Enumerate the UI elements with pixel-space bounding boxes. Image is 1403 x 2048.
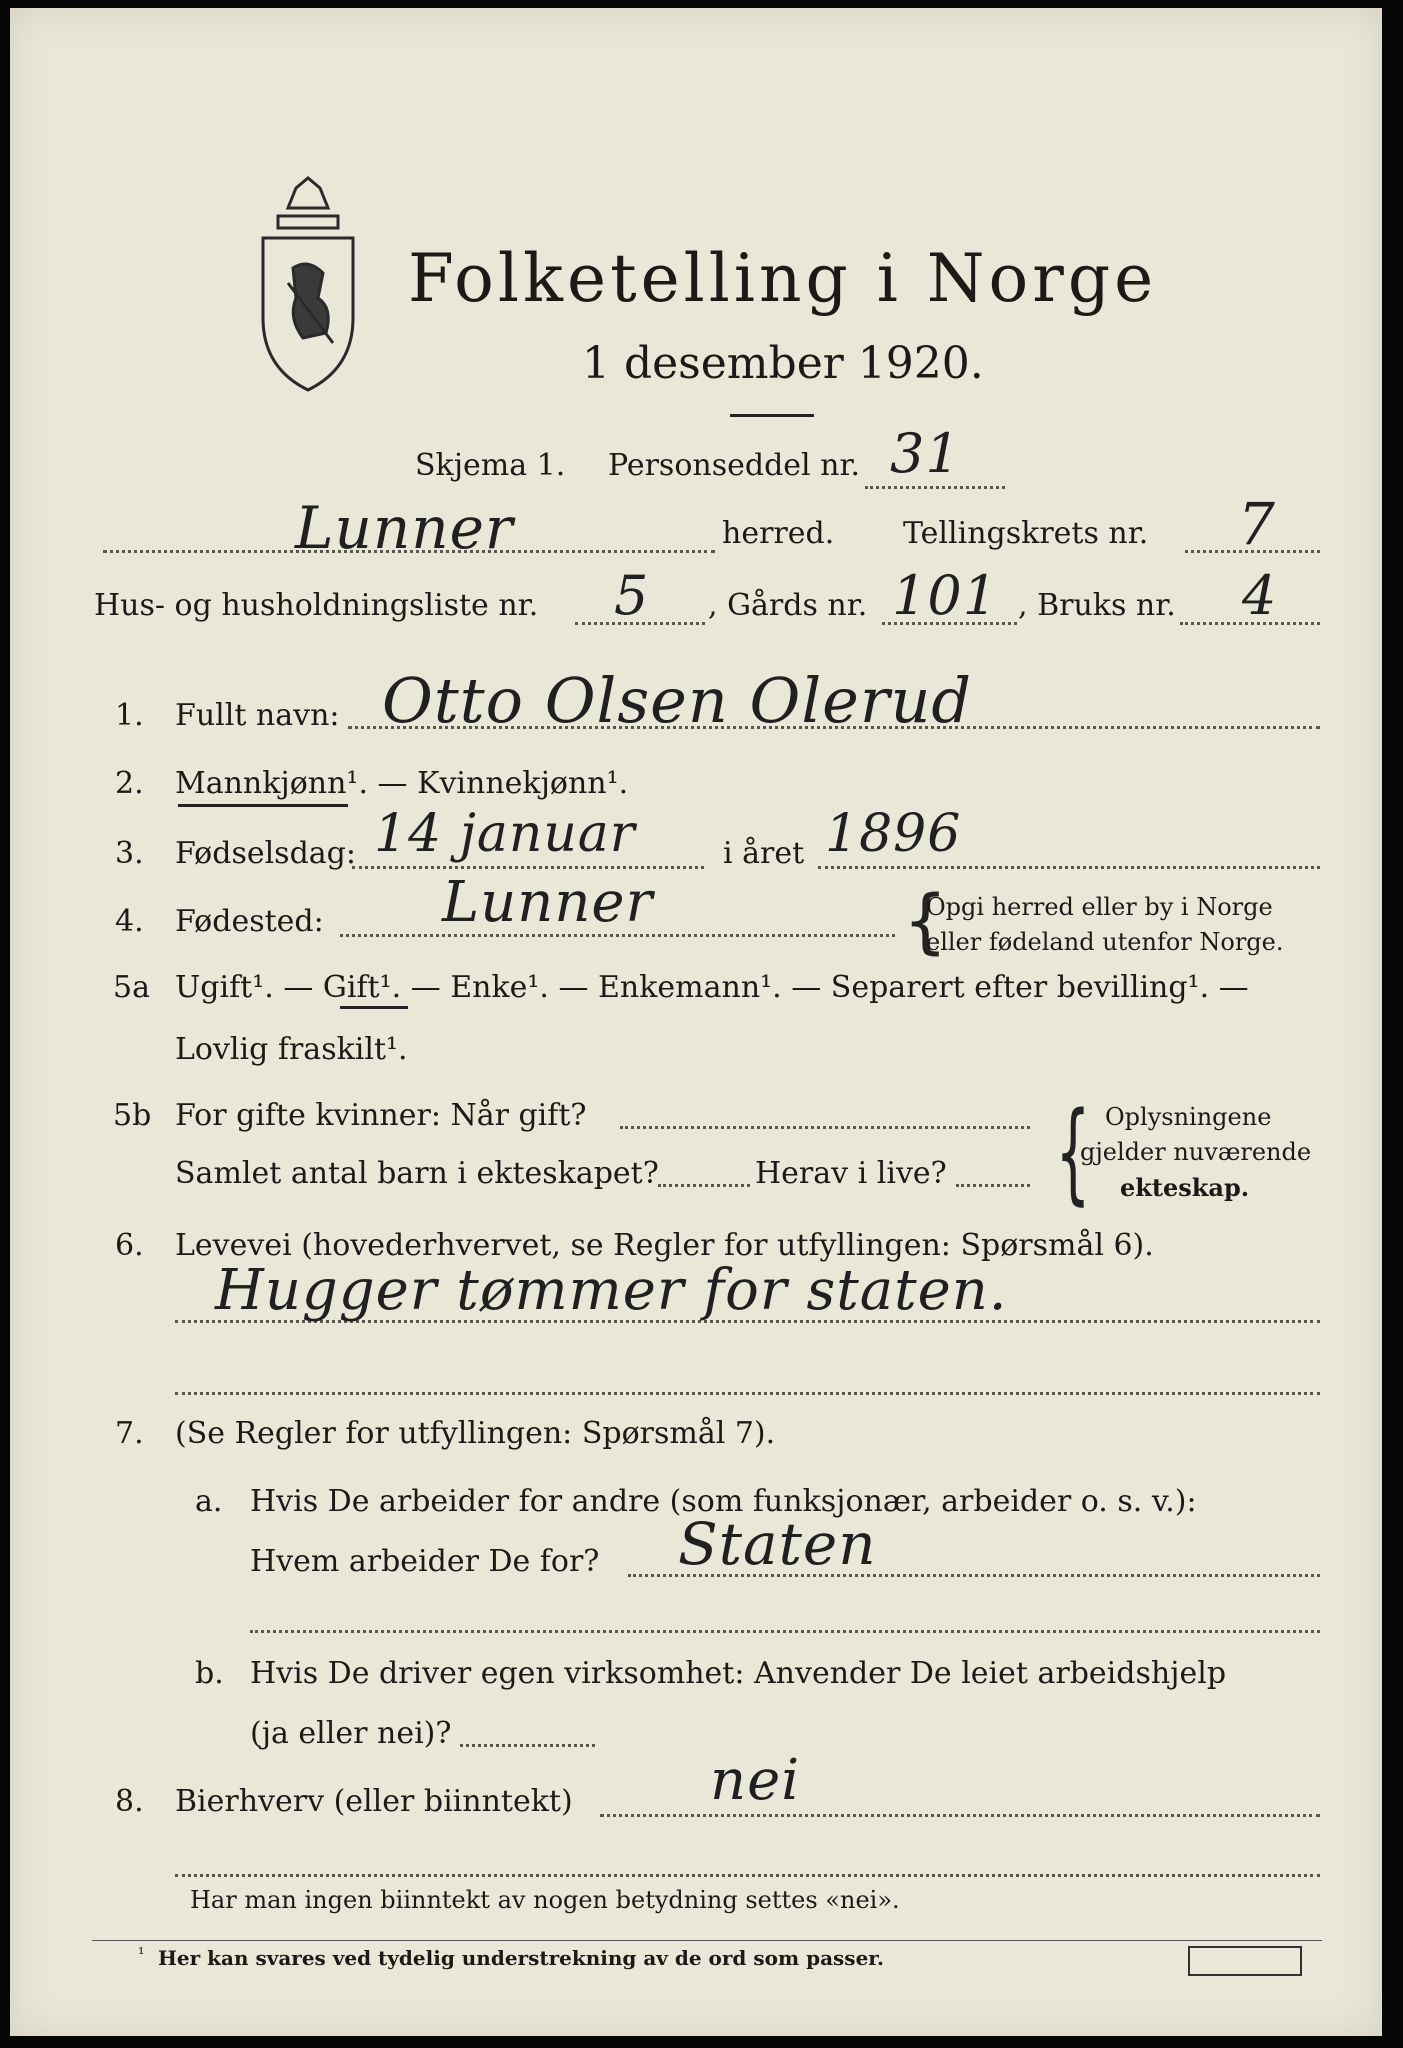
q2-number: 2.: [115, 766, 144, 801]
q8-number: 8.: [115, 1784, 144, 1819]
birthplace-note-2: eller fødeland utenfor Norge.: [926, 928, 1284, 956]
q7b-number: b.: [195, 1656, 224, 1691]
year-label: i året: [723, 836, 805, 871]
marital-options-2: Lovlig fraskilt¹.: [175, 1032, 408, 1067]
q7-number: 7.: [115, 1416, 144, 1451]
q4-label: Fødested:: [175, 904, 324, 939]
bruks-label: , Bruks nr.: [1018, 588, 1176, 623]
husliste-value: 5: [614, 564, 650, 627]
side-income-note: Har man ingen biinntekt av nogen betydning settes «nei».: [190, 1886, 900, 1914]
q7a-number: a.: [195, 1484, 223, 1519]
gards-label: , Gårds nr.: [708, 588, 868, 623]
form-title: Folketelling i Norge: [408, 240, 1158, 317]
marital-underline: [340, 1006, 408, 1009]
coat-of-arms-icon: [248, 168, 368, 398]
gender-options: Mannkjønn¹. — Kvinnekjønn¹.: [175, 766, 629, 801]
q7b-line1: Hvis De driver egen virksomhet: Anvender De leiet arbeidshjelp: [250, 1656, 1227, 1691]
employer-value: Staten: [678, 1510, 877, 1578]
census-form: Folketelling i Norge 1 desember 1920. Skjema 1. Personseddel nr. 31 Lunner herred. Tellingskrets nr. 7 Hus- og husholdningsliste nr. 5 , Gårds nr. 101 , Bruks nr. 4 1. Fullt navn: Otto Olsen Olerud 2. Mannkjønn¹. — Kvinnekjønn¹. 3. Fødselsdag: 14 januar i året 1896 4. Fødested: Lunner { Opgi herred eller by i Norge eller fødeland utenfor Norge. 5a Ugift¹. — Gift¹. — Enke¹. — Enkemann¹. — Separert efter bevilling¹. — Lovlig fraskilt¹. 5b For gifte kvinner: Når gift? Samlet antal barn i ekteskapet? Herav i live? { Oplysningene gjelder nuværende ekteskap. 6. Levevei (hovederhvervet, se Regler for utfyllingen: Spørsmål 6). Hugger tømmer for staten. 7. (Se Regler for utfyllingen: Spørsmål 7). a. Hvis De arbeider for andre (som funksjonær, arbeider o. s. v.): Hvem arbeider De for? Staten b. Hvis De driver egen virksomhet: Anvender De leiet arbeidshjelp (ja eller nei)? 8. Bierhverv (eller biinntekt) nei Har man ingen biinntekt av nogen betydning settes «nei». ¹ Her kan svares ved tydelig understrekning av de ord som passer.: [10, 8, 1382, 2036]
husliste-label: Hus- og husholdningsliste nr.: [94, 588, 539, 623]
q8-label: Bierhverv (eller biinntekt): [175, 1784, 573, 1819]
printer-mark: [1188, 1946, 1302, 1976]
schema-label: Skjema 1.: [415, 448, 566, 483]
q5b-children: Samlet antal barn i ekteskapet?: [175, 1156, 659, 1191]
personseddel-value: 31: [890, 422, 961, 485]
q7-label: (Se Regler for utfyllingen: Spørsmål 7).: [175, 1416, 776, 1451]
q1-number: 1.: [115, 698, 144, 733]
q7a-line2: Hvem arbeider De for?: [250, 1544, 600, 1579]
footnote-divider: [92, 1940, 1322, 1941]
q5b-alive: Herav i live?: [755, 1156, 947, 1191]
gards-value: 101: [892, 564, 999, 627]
herred-value: Lunner: [295, 494, 514, 562]
side-income-value: nei: [710, 1748, 801, 1813]
q1-label: Fullt navn:: [175, 698, 340, 733]
q5b-line1: For gifte kvinner: Når gift?: [175, 1098, 587, 1133]
q4-number: 4.: [115, 904, 144, 939]
tellingskrets-label: Tellingskrets nr.: [903, 516, 1149, 551]
marital-options: Ugift¹. — Gift¹. — Enke¹. — Enkemann¹. — Separert efter bevilling¹. —: [175, 970, 1249, 1005]
q5b-note-1: Oplysningene: [1105, 1103, 1272, 1131]
q6-number: 6.: [115, 1228, 144, 1263]
footnote-text: Her kan svares ved tydelig understrekning av de ord som passer.: [158, 1946, 884, 1970]
q5b-number: 5b: [113, 1098, 152, 1133]
birthyear-value: 1896: [825, 804, 962, 864]
q3-label: Fødselsdag:: [175, 836, 356, 871]
full-name-value: Otto Olsen Olerud: [382, 664, 973, 737]
herred-label: herred.: [722, 516, 835, 551]
personseddel-label: Personseddel nr.: [608, 448, 861, 483]
form-date: 1 desember 1920.: [582, 338, 984, 389]
bruks-value: 4: [1242, 564, 1278, 627]
birthplace-value: Lunner: [442, 870, 654, 935]
birthplace-note-1: Opgi herred eller by i Norge: [926, 893, 1273, 921]
q7a-line1: Hvis De arbeider for andre (som funksjonær, arbeider o. s. v.):: [250, 1484, 1197, 1519]
title-divider: [730, 414, 814, 417]
q6-label: Levevei (hovederhvervet, se Regler for utfyllingen: Spørsmål 6).: [175, 1228, 1154, 1263]
tellingskrets-value: 7: [1238, 490, 1276, 558]
q7b-line2: (ja eller nei)?: [250, 1716, 452, 1751]
q5b-note-2: gjelder nuværende: [1080, 1138, 1312, 1166]
occupation-value: Hugger tømmer for staten.: [215, 1258, 1008, 1323]
q3-number: 3.: [115, 836, 144, 871]
birthdate-value: 14 januar: [374, 804, 636, 864]
footnote-marker: ¹: [138, 1944, 145, 1963]
q5a-number: 5a: [113, 970, 150, 1005]
q5b-note-3: ekteskap.: [1120, 1173, 1250, 1202]
gender-underline: [178, 804, 348, 807]
